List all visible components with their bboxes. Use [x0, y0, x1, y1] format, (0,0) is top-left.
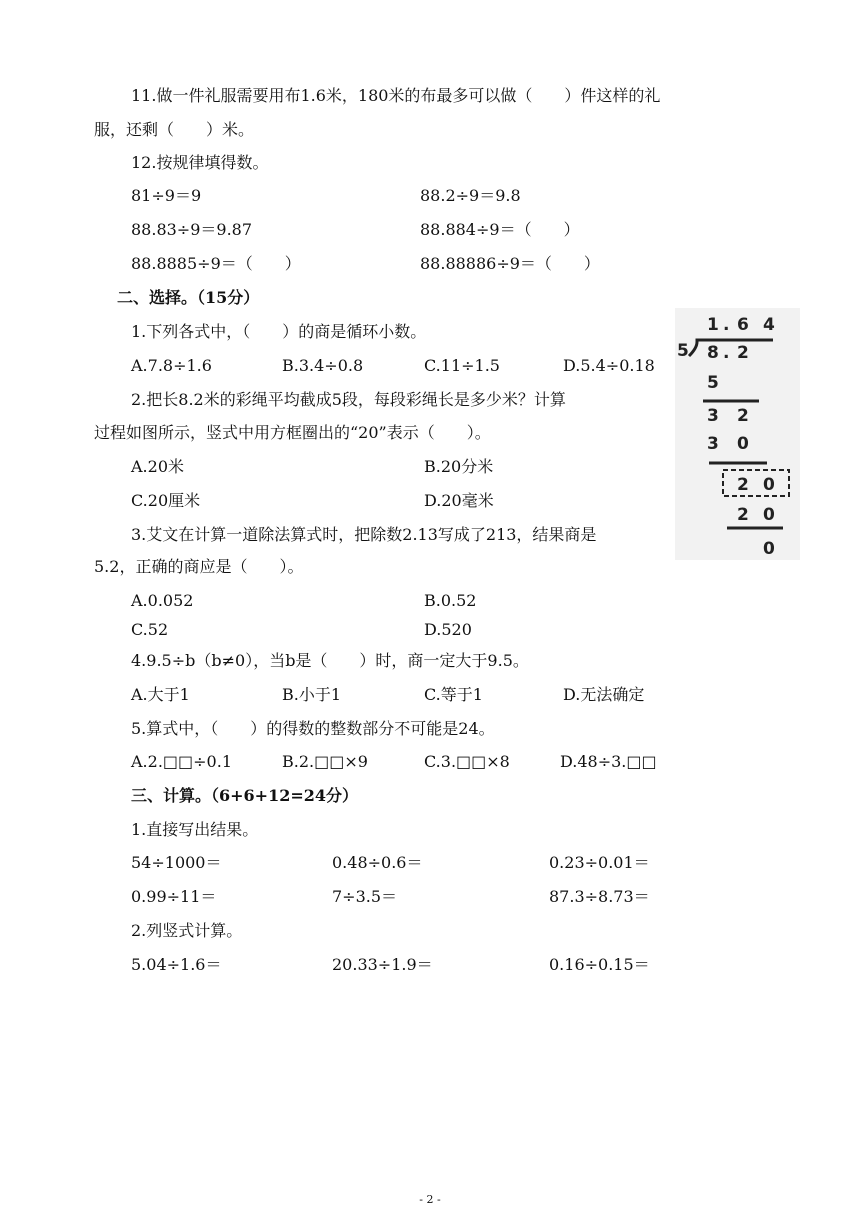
pattern-row3-right: 88.88886÷9＝（ ） [420, 254, 600, 273]
quotient-digit: 6 [737, 315, 749, 335]
page-number: - 2 - [419, 1193, 441, 1206]
step-digit: 3 [707, 434, 719, 454]
choice-5-option-b: B.2.□□×9 [282, 752, 368, 771]
choice-3-question-line2: 5.2，正确的商应是（ ）。 [94, 557, 304, 576]
step-digit: 3 [707, 406, 719, 426]
choice-3-option-b: B.0.52 [424, 591, 477, 610]
calc-2-item-b: 20.33÷1.9＝ [332, 955, 433, 974]
dividend-point: . [723, 343, 730, 363]
pattern-row2-left: 88.83÷9＝9.87 [131, 220, 253, 239]
choice-3-option-d: D.520 [424, 620, 472, 639]
calc-1-item-d: 0.99÷11＝ [131, 887, 217, 906]
long-division-figure [675, 308, 800, 560]
calc-2-item-c: 0.16÷0.15＝ [549, 955, 650, 974]
calc-1-heading: 1.直接写出结果。 [131, 820, 259, 839]
choice-1-option-c: C.11÷1.5 [424, 356, 500, 375]
pattern-row1-left: 81÷9＝9 [131, 186, 202, 205]
remainder: 0 [763, 539, 775, 559]
choice-5-option-c: C.3.□□×8 [424, 752, 510, 771]
calc-1-item-c: 0.23÷0.01＝ [549, 853, 650, 872]
calc-2-item-a: 5.04÷1.6＝ [131, 955, 222, 974]
step-digit: 0 [763, 505, 775, 525]
choice-2-option-a: A.20米 [131, 457, 185, 476]
question-12: 12.按规律填得数。 [131, 153, 269, 172]
question-11-line1: 11.做一件礼服需要用布1.6米，180米的布最多可以做（ ）件这样的礼 [131, 86, 661, 105]
divisor: 5 [677, 341, 689, 361]
pattern-row3-left: 88.8885÷9＝（ ） [131, 254, 301, 273]
calc-1-item-f: 87.3÷8.73＝ [549, 887, 650, 906]
choice-1-option-a: A.7.8÷1.6 [131, 356, 212, 375]
choice-3-option-a: A.0.052 [131, 591, 194, 610]
pattern-row1-right: 88.2÷9＝9.8 [420, 186, 521, 205]
question-11-line2: 服，还剩（ ）米。 [94, 120, 255, 139]
dividend-digit: 8 [707, 343, 719, 363]
long-division-svg [675, 308, 800, 560]
dividend-digit: 2 [737, 343, 749, 363]
quotient-digit: 4 [763, 315, 775, 335]
choice-2-option-b: B.20分米 [424, 457, 494, 476]
step-digit: 2 [737, 505, 749, 525]
choice-4-option-d: D.无法确定 [563, 685, 645, 704]
pattern-row2-right: 88.884÷9＝（ ） [420, 220, 580, 239]
highlight-box [723, 470, 789, 496]
calc-1-item-b: 0.48÷0.6＝ [332, 853, 423, 872]
boxed-digit: 0 [763, 475, 775, 495]
choice-2-option-d: D.20毫米 [424, 491, 494, 510]
choice-2-option-c: C.20厘米 [131, 491, 201, 510]
choice-5-option-d: D.48÷3.□□ [560, 752, 657, 771]
choice-3-option-c: C.52 [131, 620, 169, 639]
choice-4-option-c: C.等于1 [424, 685, 483, 704]
choice-2-question-line2: 过程如图所示，竖式中用方框圈出的“20”表示（ ）。 [94, 423, 491, 442]
choice-1-option-d: D.5.4÷0.18 [563, 356, 655, 375]
step-digit: 2 [737, 406, 749, 426]
quotient-point: . [723, 315, 730, 335]
calc-1-item-a: 54÷1000＝ [131, 853, 222, 872]
step-digit: 0 [737, 434, 749, 454]
choice-4-question: 4.9.5÷b（b≠0），当b是（ ）时，商一定大于9.5。 [131, 651, 529, 670]
quotient-digit: 1 [707, 315, 719, 335]
choice-4-option-a: A.大于1 [131, 685, 190, 704]
step-digit: 5 [707, 373, 719, 393]
choice-3-question-line1: 3.艾文在计算一道除法算式时，把除数2.13写成了213，结果商是 [131, 525, 597, 544]
choice-4-option-b: B.小于1 [282, 685, 342, 704]
choice-1-option-b: B.3.4÷0.8 [282, 356, 364, 375]
section-2-heading: 二、选择。（15分） [117, 288, 260, 307]
boxed-digit: 2 [737, 475, 749, 495]
choice-2-question-line1: 2.把长8.2米的彩绳平均截成5段，每段彩绳长是多少米？计算 [131, 390, 566, 409]
calc-1-item-e: 7÷3.5＝ [332, 887, 398, 906]
choice-5-question: 5.算式中，（ ）的得数的整数部分不可能是24。 [131, 719, 495, 738]
section-3-heading: 三、计算。（6+6+12=24分） [131, 786, 359, 805]
choice-5-option-a: A.2.□□÷0.1 [131, 752, 232, 771]
calc-2-heading: 2.列竖式计算。 [131, 921, 243, 940]
division-bracket [689, 340, 773, 356]
choice-1-question: 1.下列各式中，（ ）的商是循环小数。 [131, 322, 427, 341]
